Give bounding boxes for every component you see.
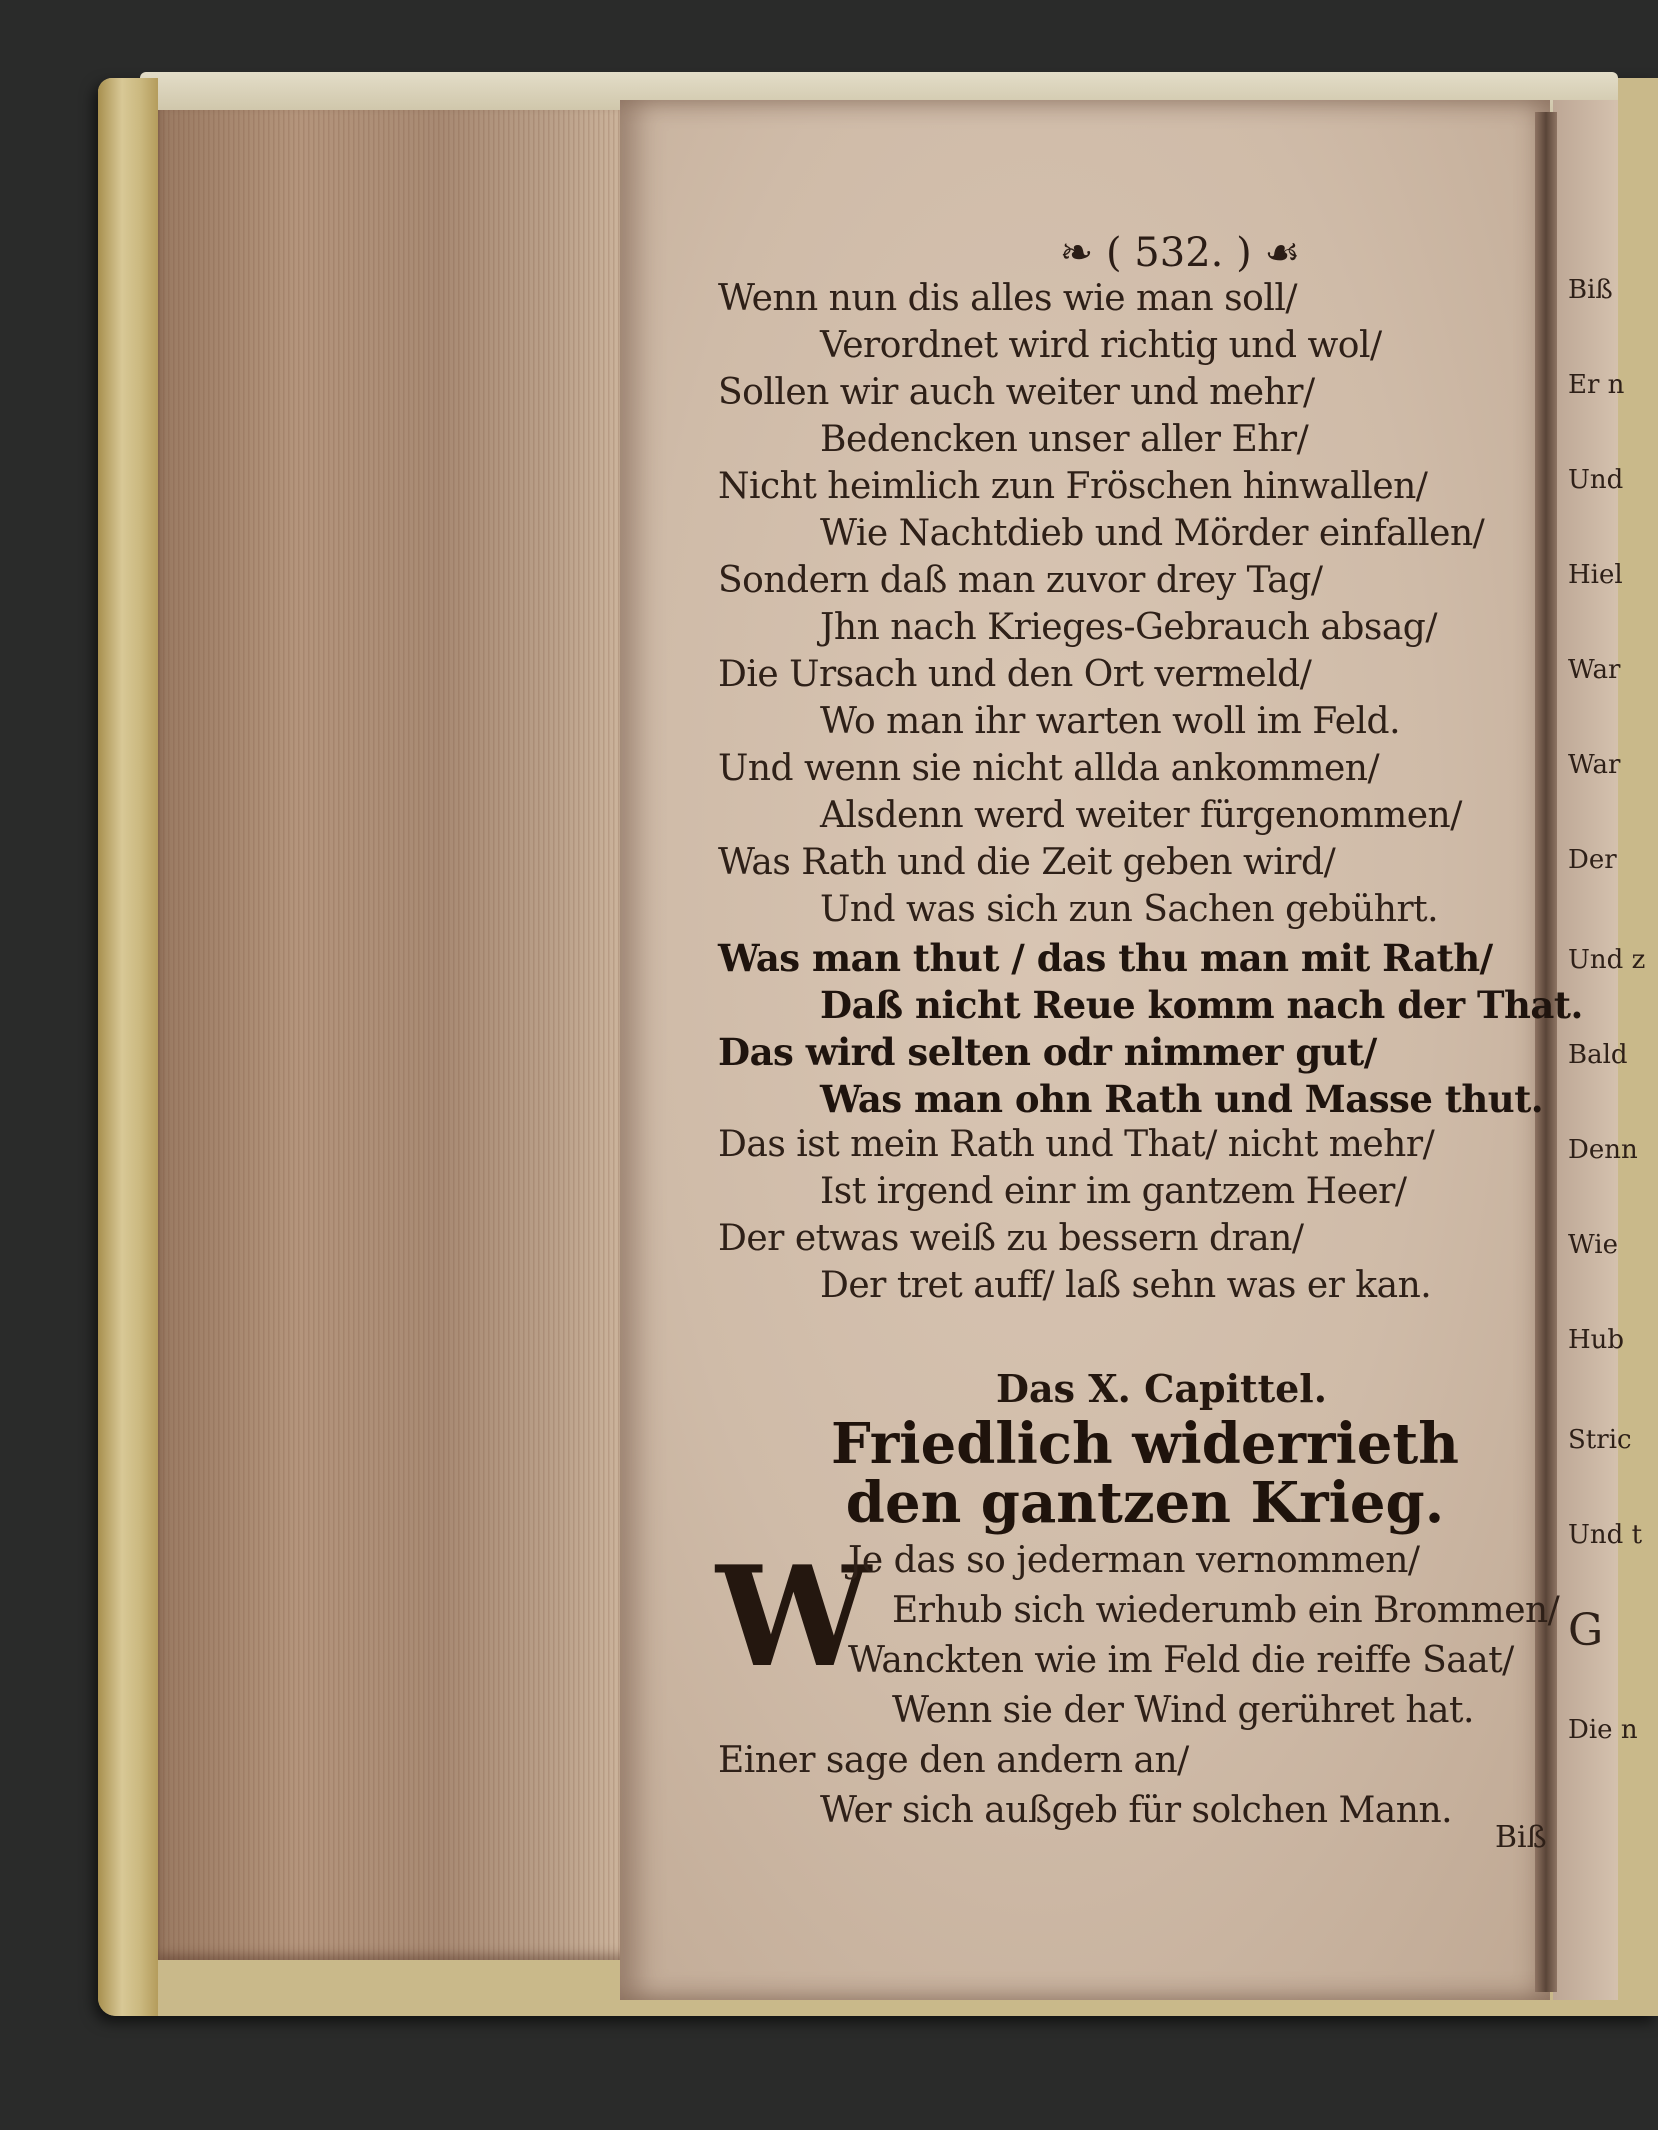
- verse-line: Wie Nachtdieb und Mörder einfallen/: [820, 513, 1485, 554]
- verse-line: Je das so jederman vernommen/: [848, 1540, 1420, 1581]
- next-page-word: Hub: [1568, 1325, 1625, 1355]
- verse-line: Wanckten wie im Feld die reiffe Saat/: [848, 1640, 1514, 1681]
- chapter-title: Das X. Capittel.: [996, 1366, 1327, 1411]
- next-page-word: Er n: [1568, 370, 1625, 400]
- verse-line: Und was sich zun Sachen gebührt.: [820, 889, 1439, 930]
- ornament-left-icon: ❧: [1059, 230, 1106, 276]
- drop-cap: W: [716, 1535, 871, 1698]
- next-page-word: Wie: [1568, 1230, 1618, 1260]
- book-gutter: [1535, 112, 1557, 1992]
- chapter-heading: Friedlich widerrieth den gantzen Krieg.: [831, 1411, 1459, 1536]
- verse-line: Verordnet wird richtig und wol/: [820, 325, 1382, 366]
- verse-line: Wo man ihr warten woll im Feld.: [820, 701, 1401, 742]
- next-page-word: Hiel: [1568, 560, 1623, 590]
- proverb-line: Das wird selten odr nimmer gut/: [718, 1030, 1377, 1074]
- verse-line: Jhn nach Krieges-Gebrauch absag/: [820, 607, 1437, 648]
- next-page-word: Und z: [1568, 945, 1646, 975]
- verse-line: Der tret auff/ laß sehn was er kan.: [820, 1265, 1432, 1306]
- verse-line: Einer sage den andern an/: [718, 1740, 1189, 1781]
- verse-line: Erhub sich wiederumb ein Brommen/: [892, 1590, 1560, 1631]
- next-page-word: Der: [1568, 845, 1617, 875]
- next-page-word: War: [1568, 655, 1621, 685]
- verse-line: Das ist mein Rath und That/ nicht mehr/: [718, 1124, 1435, 1165]
- next-page-word: Biß: [1568, 275, 1613, 305]
- verse-line: Der etwas weiß zu bessern dran/: [718, 1218, 1304, 1259]
- next-page-word: Die n: [1568, 1715, 1638, 1745]
- verse-line: Alsdenn werd weiter fürgenommen/: [820, 795, 1462, 836]
- next-page-word: Stric: [1568, 1425, 1632, 1455]
- book-spine-edge: [98, 78, 158, 2016]
- verse-line: Wer sich außgeb für solchen Mann.: [820, 1790, 1453, 1831]
- verse-line: Sondern daß man zuvor drey Tag/: [718, 560, 1323, 601]
- verse-line: Ist irgend einr im gantzem Heer/: [820, 1171, 1407, 1212]
- next-page-word: G: [1568, 1605, 1604, 1656]
- next-page-word: Und: [1568, 465, 1624, 495]
- verse-line: Und wenn sie nicht allda ankommen/: [718, 748, 1380, 789]
- page-number: ( 532. ): [1105, 230, 1252, 276]
- proverb-line: Daß nicht Reue komm nach der That.: [820, 983, 1583, 1027]
- verse-line: Wenn sie der Wind gerühret hat.: [892, 1690, 1474, 1731]
- page-header: [1030, 230, 1330, 276]
- verse-line: Die Ursach und den Ort vermeld/: [718, 654, 1312, 695]
- catchword: Biß: [1495, 1820, 1547, 1855]
- next-page-word: War: [1568, 750, 1621, 780]
- next-page-word: Bald: [1568, 1040, 1628, 1070]
- page-edges-stack: [158, 110, 628, 1960]
- verse-line: Wenn nun dis alles wie man soll/: [718, 278, 1297, 319]
- verse-line: Was Rath und die Zeit geben wird/: [718, 842, 1336, 883]
- next-page-word: Denn: [1568, 1135, 1638, 1165]
- ornament-right-icon: ☙: [1251, 230, 1301, 276]
- proverb-line: Was man thut / das thu man mit Rath/: [718, 936, 1493, 980]
- verse-line: Sollen wir auch weiter und mehr/: [718, 372, 1315, 413]
- verse-line: Bedencken unser aller Ehr/: [820, 419, 1309, 460]
- proverb-line: Was man ohn Rath und Masse thut.: [820, 1077, 1544, 1121]
- next-page-word: Und t: [1568, 1520, 1643, 1550]
- verse-line: Nicht heimlich zun Fröschen hinwallen/: [718, 466, 1428, 507]
